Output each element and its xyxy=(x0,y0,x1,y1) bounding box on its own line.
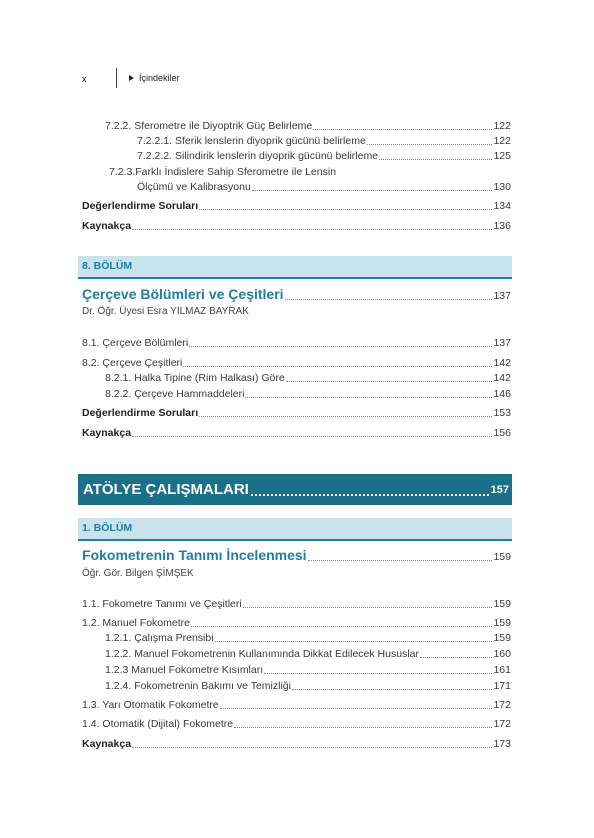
toc-entry-label: 1.2. Manuel Fokometre xyxy=(82,617,190,629)
toc-entry[interactable] xyxy=(105,387,511,401)
toc-entry[interactable] xyxy=(105,679,511,693)
chapter-band xyxy=(78,256,512,279)
chapter-title: Fokometrenin Tanımı İncelenmesi xyxy=(82,547,307,563)
toc-entry-page: 125 xyxy=(493,150,511,162)
dot-leader xyxy=(245,397,492,398)
toc-entry-page: 137 xyxy=(493,337,511,349)
toc-entry-page: 134 xyxy=(493,200,511,212)
toc-entry-page: 146 xyxy=(493,388,511,400)
chapter-label: 8. BÖLÜM xyxy=(82,260,133,272)
toc-entry-label: Kaynakça xyxy=(82,738,132,750)
toc-entry-label: 1.2.4. Fokometrenin Bakımı ve Temizliği xyxy=(105,680,291,692)
toc-entry-page: 137 xyxy=(493,290,511,302)
chapter-author: Dr. Öğr. Üyesi Esra YILMAZ BAYRAK xyxy=(82,306,249,317)
section-title: İçindekiler xyxy=(139,73,180,83)
toc-entry[interactable] xyxy=(82,426,511,440)
toc-entry-page: 159 xyxy=(493,551,511,563)
toc-entry-label: 1.2.2. Manuel Fokometrenin Kullanımında Dikkat Edilecek Hususlar xyxy=(105,648,419,660)
toc-entry[interactable] xyxy=(82,698,511,712)
workshop-page: 157 xyxy=(490,483,509,496)
toc-entry-page: 173 xyxy=(493,738,511,750)
dot-leader xyxy=(367,144,493,145)
toc-entry[interactable] xyxy=(105,371,511,385)
toc-entry-label: 7.2.2.1. Sferik lenslerin diyoprik gücünü belirleme xyxy=(137,135,366,147)
toc-entry-page: 153 xyxy=(493,407,511,419)
header-divider xyxy=(116,68,117,88)
dot-leader xyxy=(243,607,493,608)
chapter-title-entry[interactable] xyxy=(82,285,511,303)
workshop-band[interactable] xyxy=(78,474,512,505)
toc-entry[interactable] xyxy=(82,737,511,751)
chapter-title-entry[interactable] xyxy=(82,546,511,564)
toc-entry-label: 8.2. Çerçeve Çeşitleri xyxy=(82,357,183,369)
toc-entry[interactable] xyxy=(105,119,511,133)
page-header xyxy=(82,72,512,88)
toc-entry[interactable] xyxy=(105,647,511,661)
toc-entry-page: 142 xyxy=(493,357,511,369)
toc-entry-label: Kaynakça xyxy=(82,427,132,439)
toc-entry-page: 156 xyxy=(493,427,511,439)
dot-leader xyxy=(215,641,493,642)
dot-leader xyxy=(220,708,493,709)
dot-leader xyxy=(313,129,492,130)
toc-entry-page: 172 xyxy=(493,699,511,711)
toc-entry-label: 7.2.2.2. Silindirik lenslerin diyoprik gücünü belirleme xyxy=(137,150,379,162)
toc-entry-label: 8.2.2. Çerçeve Hammaddeleri xyxy=(105,388,245,400)
toc-entry-page: 159 xyxy=(493,598,511,610)
dot-leader xyxy=(286,381,493,382)
toc-entry[interactable] xyxy=(82,336,511,350)
dot-leader xyxy=(189,346,492,347)
toc-entry[interactable] xyxy=(105,663,511,677)
dot-leader xyxy=(132,229,492,230)
toc-entry-label: Değerlendirme Soruları xyxy=(82,200,199,212)
toc-entry-label: 7.2.2. Sferometre ile Diyoptrik Güç Belirleme xyxy=(105,120,313,132)
chapter-title: Çerçeve Bölümleri ve Çeşitleri xyxy=(82,286,284,302)
toc-entry-page: 142 xyxy=(493,372,511,384)
toc-entry-page: 122 xyxy=(493,135,511,147)
toc-entry[interactable] xyxy=(82,356,511,370)
dot-leader xyxy=(379,159,492,160)
toc-entry-label: 8.1. Çerçeve Bölümleri xyxy=(82,337,189,349)
dot-leader xyxy=(285,299,493,300)
toc-entry[interactable] xyxy=(82,717,511,731)
dot-leader xyxy=(308,560,493,561)
toc-entry-label: 8.2.1. Halka Tipine (Rim Halkası) Göre xyxy=(105,372,285,384)
page-number: x xyxy=(82,74,87,84)
toc-entry-page: 160 xyxy=(493,648,511,660)
dot-leader xyxy=(420,657,492,658)
toc-entry-label: 1.2.3 Manuel Fokometre Kısımları xyxy=(105,664,264,676)
dot-leader xyxy=(191,626,493,627)
dot-leader xyxy=(199,416,492,417)
dot-leader xyxy=(199,209,492,210)
chapter-label: 1. BÖLÜM xyxy=(82,522,133,534)
toc-entry-label: 1.1. Fokometre Tanımı ve Çeşitleri xyxy=(82,598,242,610)
toc-entry[interactable] xyxy=(82,406,511,420)
toc-entry-page: 172 xyxy=(493,718,511,730)
dot-leader xyxy=(264,673,492,674)
toc-entry[interactable] xyxy=(82,597,511,611)
dot-leader xyxy=(132,436,492,437)
toc-entry[interactable] xyxy=(137,149,511,163)
toc-entry-page: 159 xyxy=(493,632,511,644)
toc-entry[interactable] xyxy=(137,180,511,194)
toc-entry-page: 159 xyxy=(493,617,511,629)
toc-entry[interactable] xyxy=(105,631,511,645)
toc-entry-page: 136 xyxy=(493,220,511,232)
triangle-right-icon xyxy=(129,75,134,81)
toc-entry-label: Değerlendirme Soruları xyxy=(82,407,199,419)
toc-entry-page: 161 xyxy=(493,664,511,676)
toc-entry-label: 1.4. Otomatik (Dijital) Fokometre xyxy=(82,718,234,730)
dot-leader xyxy=(234,727,492,728)
dot-leader xyxy=(252,190,493,191)
toc-entry[interactable] xyxy=(82,616,511,630)
toc-entry-page: 171 xyxy=(493,680,511,692)
dot-leader xyxy=(183,366,492,367)
toc-entry[interactable] xyxy=(82,219,511,233)
dot-leader xyxy=(132,747,492,748)
toc-entry-label: 1.3. Yarı Otomatik Fokometre xyxy=(82,699,219,711)
toc-entry-page: 130 xyxy=(493,181,511,193)
toc-entry-label: Kaynakça xyxy=(82,220,132,232)
toc-entry-page: 122 xyxy=(493,120,511,132)
chapter-author: Öğr. Gör. Bilgen ŞİMŞEK xyxy=(82,568,194,579)
toc-entry-label: Ölçümü ve Kalibrasyonu xyxy=(137,181,251,193)
toc-entry-label: 1.2.1. Çalışma Prensibi xyxy=(105,632,214,644)
chapter-band xyxy=(78,518,512,541)
toc-entry-label: 7.2.3.Farklı İndislere Sahip Sferometre ile Lensin xyxy=(109,166,337,178)
toc-entry[interactable] xyxy=(137,134,511,148)
workshop-title: ATÖLYE ÇALIŞMALARI xyxy=(83,481,249,498)
dot-leader xyxy=(251,494,489,496)
toc-entry[interactable] xyxy=(109,165,511,179)
dot-leader xyxy=(292,689,493,690)
toc-entry[interactable] xyxy=(82,199,511,213)
